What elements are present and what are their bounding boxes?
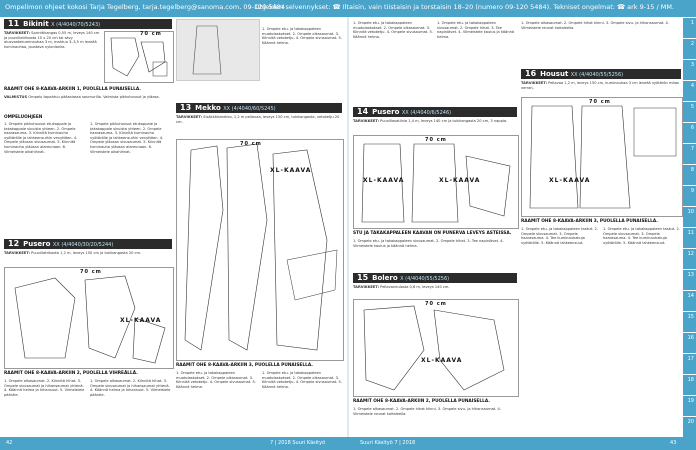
ruler-label: 15 <box>687 314 694 320</box>
section-16-body-cont: 1. Ompele etu- ja takakappaleen taskut. 2. Ompele sivusaumat. 3. Ompele haarasauma. 4. Tee kuminauhakuja vyötärölle. 5. Käännä lahkeensuut. <box>603 227 680 245</box>
ruler-label: 14 <box>687 293 694 299</box>
section-11-sub1: RAAMIT OHE 8-KAAVA-ARKIIN 1, PUOLELLA PUNAISELLA. <box>4 87 141 92</box>
section-11-header: 11 Bikinit X (4/4040/70/5243) <box>4 19 172 29</box>
section-14-title: Pusero <box>372 108 400 116</box>
section-14-width: 70 cm <box>425 137 447 143</box>
section-13-figure-label: XL-KAAVA <box>270 167 312 174</box>
ruler-label: 20 <box>687 419 694 425</box>
section-13-sub-bottom: RAAMIT OHE 8-KAAVA-ARKIIN 3, PUOLELLA PUNAISELLA. <box>176 363 313 368</box>
section-15-figure <box>353 299 519 397</box>
section-11-body: 1. Ompele pikkuhousut etukappale ja takakappale sivuista yhteen. 2. Ompele haarasauma. 3. Kiinnitä kuminauha vyötärölle ja lahkeensuihin venyttäen. 4. Ompele yläosan sivusaumat. 5. Kiinnitä kuminauha yläosan alareunaan. 6. Viimeistele olkahihnat. <box>4 122 78 154</box>
section-13-header: 13 Mekko XX (4/4040/60/5245) <box>176 103 342 113</box>
section-12-code: XX (4/4040/30/20/5244) <box>52 242 114 248</box>
ruler-label: 9 <box>690 188 694 194</box>
section-14-intro: TARVIKKEET: Puuvillasatiinia 1,4 m, leveys 140 cm ja tukikangasta 20 cm, 3 nappia. <box>353 119 508 123</box>
section-11-code: X (4/4040/70/5243) <box>51 22 101 28</box>
section-15-figure-label: XL-KAAVA <box>421 357 463 364</box>
section-12-figure-label: XL-KAAVA <box>120 317 162 324</box>
ruler-tick <box>683 59 696 60</box>
section-13-body-top: 1. Ompele etu- ja takakappaleen muotolaskokset. 2. Ompele olkasaumat. 3. Kiinnitä vetoketju. 4. Ompele sivusaumat. 5. Käännä helma. <box>262 27 342 45</box>
ruler-tick <box>683 164 696 165</box>
ruler-tick <box>683 290 696 291</box>
ruler-tick <box>683 17 696 18</box>
section-13-intro: TARVIKKEET: Sisäkkäismekko, 1,2 m pellavaa, leveys 150 cm, tukikangasta, vetoketju 20 cm. <box>176 115 340 124</box>
section-15-body: 1. Ompele olkasaumat. 2. Ompele hihat kiinni. 3. Ompele sivu- ja hihansaumat. 4. Viimeistele reunat kaitaleella. <box>353 407 501 416</box>
left-magazine-info: 7 | 2018 Suuri Käsityö <box>270 440 326 446</box>
section-13-code: XX (4/4040/60/5245) <box>223 106 276 112</box>
ruler-label: 10 <box>687 209 694 215</box>
ruler-label: 16 <box>687 335 694 341</box>
section-16-title: Housut <box>540 70 569 78</box>
ruler-label: 2 <box>690 41 694 47</box>
section-12-header: 12 Pusero XX (4/4040/30/20/5244) <box>4 239 172 249</box>
section-16-code: XX (4/4040/55/5256) <box>570 72 624 78</box>
section-12-intro: TARVIKKEET: Puuvillatrikoota 1,2 m, leveys 150 cm ja tukikangasta 20 cm. <box>4 251 142 255</box>
ruler-tick <box>683 101 696 102</box>
section-12-body-cont: 1. Ompele olkasaumat. 2. Kiinnitä hihat. 3. Ompele sivusaumat ja hihansaumat yhtenä. 4. Käännä helma ja hihansuut. 5. Viimeistele pääntie. <box>90 379 171 397</box>
section-13-sketch-a <box>176 19 260 81</box>
ruler-tick <box>683 416 696 417</box>
ruler-label: 8 <box>690 167 694 173</box>
section-12-body: 1. Ompele olkasaumat. 2. Kiinnitä hihat. 3. Ompele sivusaumat ja hihansaumat yhtenä. 4. Käännä helma ja hihansuut. 5. Viimeistele pääntie. <box>4 379 85 397</box>
ruler-label: 11 <box>687 230 694 236</box>
section-15-intro: TARVIKKEET: Pellavaneulosta 0,6 m, leveys 140 cm. <box>353 285 450 289</box>
section-11-sub2: OMPELUOHJEEN <box>4 115 43 120</box>
section-14-figure-label: XL-KAAVA <box>363 177 405 184</box>
ruler-label: 6 <box>690 125 694 131</box>
section-16-top-text: 1. Ompele olkasaumat. 2. Ompele hihat kiinni. 3. Ompele sivu- ja hihansaumat. 4. Viimeistele reunat kaitaleella. <box>521 21 669 30</box>
section-12-sub1: RAAMIT OHE 8-KAAVA-ARKIIN 2, PUOLELLA VIHREÄLLÄ. <box>4 371 138 376</box>
ruler-label: 3 <box>690 62 694 68</box>
ruler-label: 1 <box>690 20 694 26</box>
section-16-sub1: RAAMIT OHE 8-KAAVA-ARKIIN 3, PUOLELLA PUNAISELLA. <box>521 219 658 224</box>
ruler-tick <box>683 269 696 270</box>
ruler-label: 13 <box>687 272 694 278</box>
section-13-figure <box>176 139 344 361</box>
section-16-intro: TARVIKKEET: Pellavaa 1,2 m, leveys 150 cm, kuminauhaa 3 cm leveää vyötärön mitan verran. <box>521 81 680 90</box>
section-13-body-cont: 1. Ompele etu- ja takakappaleen muotolaskokset. 2. Ompele olkasaumat. 3. Kiinnitä vetoketju. 4. Ompele sivusaumat. 5. Käännä helma. <box>262 371 342 389</box>
section-16-figure-label: XL-KAAVA <box>549 177 591 184</box>
size-ruler <box>683 17 696 437</box>
ruler-label: 12 <box>687 251 694 257</box>
ruler-tick <box>683 80 696 81</box>
section-12-width: 70 cm <box>80 269 102 275</box>
ruler-tick <box>683 38 696 39</box>
section-11-body-cont: 1. Ompele pikkuhousut etukappale ja takakappale sivuista yhteen. 2. Ompele haarasauma. 3. Kiinnitä kuminauha vyötärölle ja lahkeensuihin venyttäen. 4. Ompele yläosan sivusaumat. 5. Kiinnitä kuminauha yläosan alareunaan. 6. Viimeistele olkahihnat. <box>90 122 164 154</box>
ruler-label: 7 <box>690 146 694 152</box>
ruler-tick <box>683 185 696 186</box>
ruler-tick <box>683 248 696 249</box>
ruler-tick <box>683 332 696 333</box>
ruler-tick <box>683 122 696 123</box>
section-14-code: XX (4/4040/6/5246) <box>401 110 452 116</box>
ruler-tick <box>683 374 696 375</box>
section-14-header: 14 Pusero XX (4/4040/6/5246) <box>353 107 517 117</box>
section-11-width: 70 cm <box>140 31 162 37</box>
ruler-tick <box>683 353 696 354</box>
bottom-banner <box>0 437 696 450</box>
top-banner <box>0 0 696 17</box>
section-15-title: Bolero <box>372 274 398 282</box>
header-right-text: Ohjeiden selvennykset: ☎ Iltaisin, vain tiistaisin ja torstaisin 18–20 (numero 09-120 5484). Tekniset ongelmat: ☎ ark 9-15 / MM. <box>254 3 674 11</box>
section-15-header: 15 Bolero X (4/4040/55/5256) <box>353 273 517 283</box>
right-page-col2-text: 1. Ompele etu- ja takakappaleen sivusaumat. 2. Ompele hihat. 3. Tee napinlävet. 4. Viimeistele kaulus ja käännä helma. <box>437 21 515 39</box>
section-15-code: X (4/4040/55/5256) <box>400 276 450 282</box>
section-11-figure <box>104 31 174 83</box>
ruler-tick <box>683 311 696 312</box>
section-14-body: 1. Ompele etu- ja takakappaleen sivusaumat. 2. Ompele hihat. 3. Tee napinlävet. 4. Viimeistele kaulus ja käännä helma. <box>353 239 504 248</box>
left-page-number: 42 <box>6 440 13 446</box>
section-16-width: 70 cm <box>589 99 611 105</box>
section-15-sub1: RAAMIT OHE 8-KAAVA-ARKIIN 2, PUOLELLA PUNAISELLA. <box>353 399 490 404</box>
ruler-label: 18 <box>687 377 694 383</box>
ruler-tick <box>683 206 696 207</box>
section-11-intro: TARVIKKEET: Sprinttikangas 0,55 m, leveys 140 cm ja puuvillatrikoota 15 x 20 cm tai sävy alusvaatekuminauhaa 3 m, mahtuu 3–3,5 m leveää kuminauhaa, joustava nylonlanka. <box>4 31 100 49</box>
section-16-header: 16 Housut XX (4/4040/55/5256) <box>521 69 681 79</box>
right-magazine-info: Suuri Käsityö 7 | 2018 <box>360 440 416 446</box>
header-left-text: Ompelimon ohjeet kokosi Tarja Tegelberg, tarja.tegelberg@sanoma.com, 09-120 5484 <box>5 3 285 11</box>
section-13-title: Mekko <box>195 104 221 112</box>
left-page <box>0 17 347 437</box>
ruler-tick <box>683 227 696 228</box>
ruler-tick <box>683 395 696 396</box>
right-page-col1-text: 1. Ompele etu- ja takakappaleen muotolaskokset. 2. Ompele olkasaumat. 3. Kiinnitä vetoketju. 4. Ompele sivusaumat. 5. Käännä helma. <box>353 21 433 39</box>
section-16-body: 1. Ompele etu- ja takakappaleen taskut. 2. Ompele sivusaumat. 3. Ompele haarasauma. 4. Tee kuminauhakuja vyötärölle. 5. Käännä lahkeensuut. <box>521 227 598 245</box>
ruler-label: 17 <box>687 356 694 362</box>
ruler-tick <box>683 143 696 144</box>
section-14-figure-label-2: XL-KAAVA <box>439 177 481 184</box>
section-14-sub1: STU JA TAKAKAPPALEEN KAAVAN ON PUNERVA LEVEYS ASTEISSA. <box>353 231 512 236</box>
section-11-sizes: VALMISTUS Ompelu tapahtuu pääasiassa saumurilla. Valmista pikkuhousut ja yläosa. <box>4 95 160 99</box>
section-13-body: 1. Ompele etu- ja takakappaleen muotolaskokset. 2. Ompele olkasaumat. 3. Kiinnitä vetoketju. 4. Ompele sivusaumat. 5. Käännä helma. <box>176 371 256 389</box>
right-page-number: 43 <box>670 440 677 446</box>
section-12-title: Pusero <box>23 240 51 248</box>
section-13-width: 70 cm <box>240 141 262 147</box>
ruler-label: 19 <box>687 398 694 404</box>
ruler-label: 5 <box>690 104 694 110</box>
section-11-title: Bikinit <box>23 20 49 28</box>
right-page <box>349 17 683 437</box>
section-15-width: 70 cm <box>425 301 447 307</box>
ruler-label: 4 <box>690 83 694 89</box>
section-16-figure <box>521 97 683 217</box>
